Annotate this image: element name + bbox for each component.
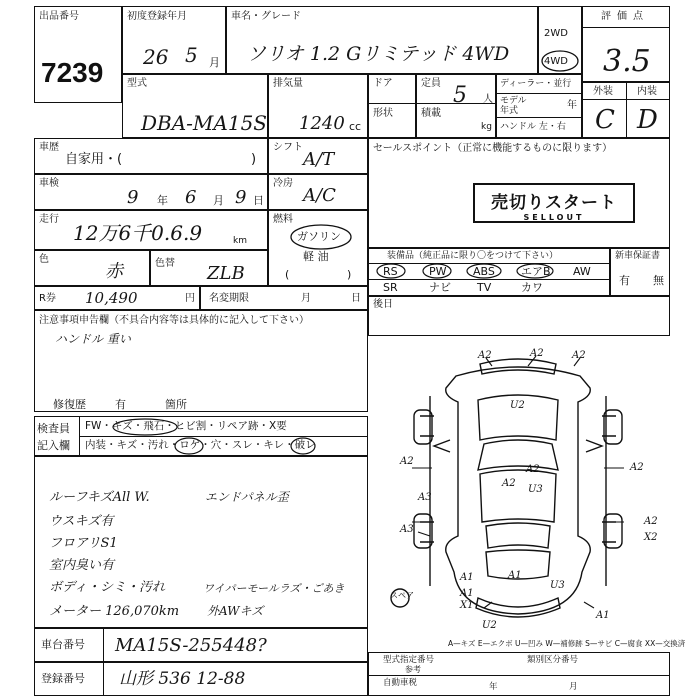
dealer-label: ディーラー・並行 bbox=[500, 79, 572, 89]
displacement-label: 排気量 bbox=[273, 78, 303, 89]
history-cell bbox=[34, 138, 268, 174]
remark-left-4: 室内臭い有 bbox=[49, 558, 115, 573]
mark-left-quarter: A1 bbox=[460, 572, 474, 583]
warranty-cell bbox=[610, 248, 670, 296]
inspection-day-unit: 日 bbox=[253, 194, 264, 207]
drive-2wd: 2WD bbox=[544, 28, 568, 39]
seats-label: 定員 bbox=[421, 78, 441, 89]
exterior-label: 外装 bbox=[593, 86, 613, 97]
displacement-cell bbox=[268, 74, 368, 138]
inspector-cell bbox=[34, 416, 368, 456]
mark-windshield: A2 bbox=[526, 464, 540, 475]
door-cell bbox=[368, 74, 416, 138]
equip-navi: ナビ bbox=[429, 281, 451, 294]
chassis-value: MA15S-255448? bbox=[115, 635, 267, 656]
model-year-label: モデル 年式 bbox=[500, 96, 527, 116]
fuel-label: 燃料 bbox=[273, 214, 293, 225]
remark-left-5: ボディ・シミ・汚れ bbox=[49, 580, 165, 595]
model-label: 車名・グレード bbox=[231, 11, 301, 22]
mark-front-left: A2 bbox=[478, 350, 492, 361]
warranty-yes: 有 bbox=[619, 274, 630, 287]
type-designation-label: 型式指定番号 bbox=[383, 655, 435, 665]
inspection-month: 6 bbox=[185, 187, 197, 208]
inspector-row2: 内装・キズ・汚れ・ロゲ・穴・スレ・キレ・破レ bbox=[85, 439, 316, 451]
first-reg-month: 5 bbox=[185, 43, 198, 67]
notes-cell bbox=[34, 310, 368, 412]
recycle-cell bbox=[34, 286, 200, 310]
remarks-cell bbox=[34, 456, 368, 628]
type-ref-label: 参考 bbox=[405, 665, 421, 674]
exterior-grade: C bbox=[595, 105, 615, 135]
first-reg-month-unit: 月 bbox=[209, 56, 220, 69]
inspection-label: 車検 bbox=[39, 178, 59, 189]
mark-rear-bumper-bottom: U2 bbox=[482, 620, 497, 631]
sellout-sub: SELLOUT bbox=[523, 213, 585, 222]
shift-value: A/T bbox=[303, 149, 335, 170]
name-change-month: 月 bbox=[301, 293, 311, 304]
grade-cell bbox=[582, 6, 670, 82]
fuel-selected-circle-icon bbox=[289, 223, 353, 251]
equip-pw: PW bbox=[429, 265, 447, 278]
mileage-cell bbox=[34, 210, 268, 250]
history-paren-close: ) bbox=[251, 152, 257, 167]
shape-label: 形状 bbox=[373, 108, 393, 119]
type-designation-cell bbox=[368, 652, 670, 696]
mark-trunk: A1 bbox=[508, 570, 522, 581]
mark-rear-bumper-right: A1 bbox=[596, 610, 610, 621]
first-reg-cell bbox=[122, 6, 226, 74]
history-value: 自家用・( bbox=[65, 152, 123, 167]
inspector-circles-icon bbox=[35, 417, 369, 457]
mark-left-front-fender: A2 bbox=[400, 456, 414, 467]
notes-text: ハンドル 重い bbox=[55, 332, 131, 346]
seats-cell bbox=[416, 74, 496, 138]
interior-label: 内装 bbox=[637, 86, 657, 97]
recycle-value: 10,490 bbox=[85, 289, 138, 307]
history-label: 車歴 bbox=[39, 142, 59, 153]
aircon-label: 冷房 bbox=[273, 178, 293, 189]
color-code-label: 色替 bbox=[155, 258, 175, 269]
load-unit: kg bbox=[481, 122, 492, 132]
color-code-value: ZLB bbox=[207, 263, 245, 284]
mark-roof-a: A2 bbox=[502, 478, 516, 489]
drive-cell bbox=[538, 6, 582, 74]
type-cell bbox=[122, 74, 268, 138]
inner-exterior-cell bbox=[582, 82, 670, 138]
sellout-title: 売切りスタート bbox=[491, 193, 617, 213]
color-label: 色 bbox=[39, 254, 49, 265]
repair-label: 修復歴 bbox=[53, 398, 86, 411]
model-cell bbox=[226, 6, 538, 74]
sales-point-label: セールスポイント（正常に機能するものに限ります） bbox=[373, 143, 613, 154]
notes-label: 注意事項申告欄（不具合内容等は具体的に記入して下さい） bbox=[39, 315, 309, 326]
mark-front-center: A2 bbox=[530, 348, 544, 359]
grade-label: 評価点 bbox=[601, 11, 649, 22]
model-name: ソリオ 1.2 Gリミテッド 4WD bbox=[247, 43, 510, 65]
warranty-label: 新車保証書 bbox=[615, 251, 661, 261]
mark-roof-u: U3 bbox=[528, 484, 543, 495]
shift-cell bbox=[268, 138, 368, 174]
equip-marks-icon bbox=[369, 263, 609, 295]
aircon-value: A/C bbox=[303, 185, 336, 206]
first-reg-year: 26 bbox=[143, 45, 169, 69]
inspector-label: 検査員 記入欄 bbox=[37, 422, 70, 452]
mark-hood: U2 bbox=[510, 400, 525, 411]
tax-month-unit: 月 bbox=[569, 682, 578, 692]
grade-score: 3.5 bbox=[603, 44, 651, 79]
type-label: 型式 bbox=[127, 78, 147, 89]
lot-number: 7239 bbox=[41, 57, 104, 88]
remark-right-1: エンドパネル歪 bbox=[205, 490, 289, 504]
color-value: 赤 bbox=[105, 261, 123, 282]
mark-rear-bumper-left: X1 bbox=[460, 600, 474, 611]
inspection-day: 9 bbox=[235, 187, 247, 208]
chassis-cell bbox=[34, 628, 368, 662]
fuel-cell bbox=[268, 210, 368, 286]
lot-label: 出品番号 bbox=[39, 11, 79, 22]
drive-4wd: 4WD bbox=[544, 56, 568, 67]
equip-cell bbox=[368, 248, 610, 296]
warranty-no: 無 bbox=[653, 274, 664, 287]
spare-label: スペア bbox=[390, 591, 414, 600]
first-reg-label: 初度登録年月 bbox=[127, 11, 187, 22]
color-cell bbox=[34, 250, 150, 286]
fuel-diesel: 軽 油 bbox=[303, 250, 329, 263]
remark-left-2: ウスキズ有 bbox=[49, 514, 114, 529]
mark-left-door: A3 bbox=[418, 492, 432, 503]
handle-label: ハンドル 左・右 bbox=[500, 122, 566, 132]
equip-aw: AW bbox=[573, 265, 591, 278]
equip-rs: RS bbox=[383, 265, 398, 278]
door-label: ドア bbox=[373, 78, 393, 89]
remark-left-1: ルーフキズAll W. bbox=[49, 490, 150, 505]
aircon-cell bbox=[268, 174, 368, 210]
remark-left-3: フロアリS1 bbox=[49, 536, 118, 551]
mark-right-quarter: X2 bbox=[644, 532, 658, 543]
name-change-label: 名変期限 bbox=[209, 293, 249, 304]
class-label: 類別区分番号 bbox=[527, 655, 579, 665]
repair-suffix: 箇所 bbox=[165, 398, 187, 411]
mileage-unit: km bbox=[233, 236, 247, 246]
sellout-stamp bbox=[473, 183, 635, 223]
registration-label: 登録番号 bbox=[41, 672, 85, 685]
seats-value: 5 bbox=[453, 83, 467, 108]
registration-value: 山形 536 12-88 bbox=[119, 669, 246, 689]
mark-left-rear-door: A3 bbox=[400, 524, 414, 535]
chassis-label: 車台番号 bbox=[41, 638, 85, 651]
name-change-day: 日 bbox=[351, 293, 361, 304]
sales-point-cell bbox=[368, 138, 670, 248]
equip-sr: SR bbox=[383, 281, 398, 294]
inspection-month-unit: 月 bbox=[213, 194, 224, 207]
load-label: 積載 bbox=[421, 108, 441, 119]
mark-right-front-fender: A2 bbox=[630, 462, 644, 473]
later-cell bbox=[368, 296, 670, 336]
mark-right-rear-door: A2 bbox=[644, 516, 658, 527]
displacement-unit: cc bbox=[349, 120, 362, 133]
later-label: 後日 bbox=[373, 299, 393, 310]
displacement-value: 1240 bbox=[299, 113, 345, 134]
seats-unit: 人 bbox=[483, 94, 493, 105]
interior-grade: D bbox=[637, 105, 658, 135]
type-value: DBA-MA15S bbox=[141, 111, 268, 135]
drive-4wd-circle-icon bbox=[540, 49, 580, 73]
color-code-cell bbox=[150, 250, 268, 286]
inspection-year: 9 bbox=[127, 187, 139, 208]
repair-value: 有 bbox=[115, 398, 126, 411]
inspection-year-unit: 年 bbox=[157, 194, 168, 207]
recycle-unit: 円 bbox=[185, 293, 195, 304]
remark-left-6: メーター 126,070km bbox=[49, 604, 180, 619]
name-change-cell bbox=[200, 286, 368, 310]
fuel-paren-open: ( bbox=[285, 268, 290, 281]
model-year-unit: 年 bbox=[567, 100, 577, 111]
remark-right-3: 外AWキズ bbox=[207, 604, 264, 618]
inspector-row1: FW・キズ・飛石・ヒビ割・リペア跡・X要 bbox=[85, 420, 287, 432]
mileage-value: 12万6千0.6.9 bbox=[73, 221, 203, 245]
lot-cell bbox=[34, 6, 122, 103]
shift-label: シフト bbox=[273, 142, 303, 153]
equip-abs: ABS bbox=[473, 265, 495, 278]
damage-legend: A—キズ E—エクボ U—凹み W—補修跡 S—サビ C—腐食 XX—交換済 bbox=[448, 639, 686, 648]
fuel-gas: ガソリン bbox=[297, 230, 341, 243]
mileage-label: 走行 bbox=[39, 214, 59, 225]
equip-label: 装備品（純正品に限り〇をつけて下さい） bbox=[387, 251, 559, 261]
registration-cell bbox=[34, 662, 368, 696]
mark-front-right: A2 bbox=[572, 350, 586, 361]
dealer-cell bbox=[496, 74, 582, 138]
tax-label: 自動車税 bbox=[383, 678, 418, 688]
equip-leather: カワ bbox=[521, 281, 543, 294]
fuel-paren-close: ) bbox=[347, 268, 352, 281]
mark-rear-left: A1 bbox=[460, 588, 474, 599]
mark-rear-right: U3 bbox=[550, 580, 565, 591]
equip-airbag: エアB bbox=[521, 265, 551, 278]
inspection-cell bbox=[34, 174, 268, 210]
remark-right-2: ワイパーモールラズ・ごあき bbox=[203, 582, 345, 595]
equip-tv: TV bbox=[477, 281, 492, 294]
recycle-label: R券 bbox=[39, 293, 56, 304]
tax-year-unit: 年 bbox=[489, 682, 498, 692]
car-damage-diagram bbox=[368, 336, 670, 636]
